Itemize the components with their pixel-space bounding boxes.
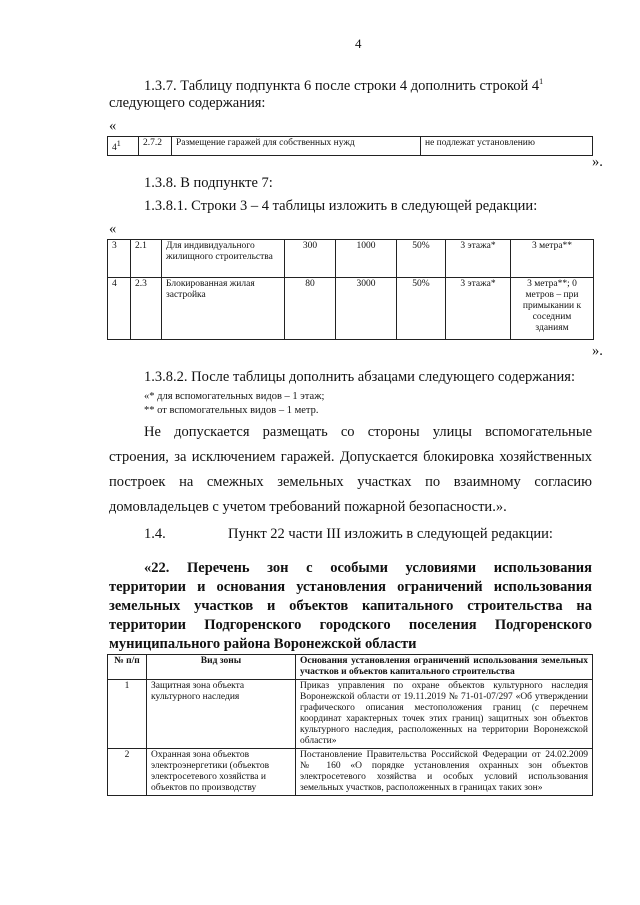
table-row: 3 2.1 Для индивидуального жилищного строительства 300 1000 50% 3 этажа* 3 метра** bbox=[108, 240, 594, 278]
open-quote-1: « bbox=[109, 118, 117, 134]
table-row: 1 Защитная зона объекта культурного наследия Приказ управления по охране объектов культурного наследия Воронежской области от 19.11.2019 № 71-01-07/297 «Об утверждении графического описания местоположения границ (с перечнем координат характерных точек этих границ) защитных зон объектов культурного наследия, расположенных на территории Воронежской области» bbox=[108, 680, 593, 749]
table-22 bbox=[107, 654, 593, 796]
page-number: 4 bbox=[355, 36, 362, 51]
table-row: 4 2.3 Блокированная жилая застройка 80 3000 50% 3 этажа* 3 метра**; 0 метров – при примыкании к соседним зданиям bbox=[108, 278, 594, 340]
footnote-1: «* для вспомогательных видов – 1 этаж; bbox=[144, 391, 325, 402]
heading-22-l5: муниципального района Воронежской области bbox=[109, 636, 417, 652]
table-137 bbox=[107, 136, 593, 156]
para-1382-l3: построек на смежных земельных участках по взаимному согласию bbox=[109, 474, 592, 490]
close-quote-2: ». bbox=[592, 343, 603, 359]
close-quote-1: ». bbox=[592, 154, 603, 170]
table-138 bbox=[107, 239, 594, 340]
para-137: 1.3.7. Таблицу подпункта 6 после строки 4 дополнить строкой $4^1$ bbox=[144, 77, 544, 94]
para-137-line1: 1.3.7. Таблицу подпункта 6 после строки 4 дополнить строкой 4 bbox=[144, 77, 540, 94]
heading-22-l2: территории и основания установления ограничений использования bbox=[109, 579, 592, 595]
heading-22-l3: земельных участков и объектов капитального строительства на bbox=[109, 598, 592, 614]
footnote-2: ** от вспомогательных видов – 1 метр. bbox=[144, 405, 319, 416]
header-zone: Вид зоны bbox=[147, 655, 296, 680]
section-14-text: Пункт 22 части III изложить в следующей редакции: bbox=[228, 526, 553, 542]
heading-22-l4: территории Подгоренского городского поселения Подгоренского bbox=[109, 617, 592, 633]
table-row: 2 Охранная зона объектов электроэнергетики (объектов электросетевого хозяйства и объектов по производству Постановление Правительства Российской Федерации от 24.02.2009 № 160 «О порядке установления охранных зон объектов электросетевого хозяйства и особых условий использования земельных участков, расположенных в границах таких зон» bbox=[108, 749, 593, 796]
heading-22-l1: «22. Перечень зон с особыми условиями использования bbox=[144, 560, 592, 576]
heading-1381: 1.3.8.1. Строки 3 – 4 таблицы изложить в следующей редакции: bbox=[144, 198, 538, 214]
section-14-num: 1.4. bbox=[144, 526, 166, 542]
header-num: № п/п bbox=[108, 655, 147, 680]
para-1382-l2: строения, за исключением гаражей. Допускается блокировка хозяйственных bbox=[109, 449, 592, 465]
heading-1382: 1.3.8.2. После таблицы дополнить абзацами следующего содержания: bbox=[144, 369, 575, 385]
table-header-row bbox=[108, 655, 593, 680]
para-1382-l1: Не допускается размещать со стороны улицы вспомогательные bbox=[144, 424, 592, 440]
para-137-line2: следующего содержания: bbox=[109, 95, 266, 111]
header-basis: Основания установления ограничений использования земельных участков и объектов капитального строительства bbox=[296, 655, 593, 680]
heading-138: 1.3.8. В подпункте 7: bbox=[144, 175, 273, 191]
open-quote-2: « bbox=[109, 221, 117, 237]
para-1382-l4: домовладельцев с учетом требований пожарной безопасности.». bbox=[109, 499, 507, 515]
table-row: $4^1$ 2.7.2 Размещение гаражей для собственных нужд не подлежат установлению bbox=[108, 137, 593, 156]
